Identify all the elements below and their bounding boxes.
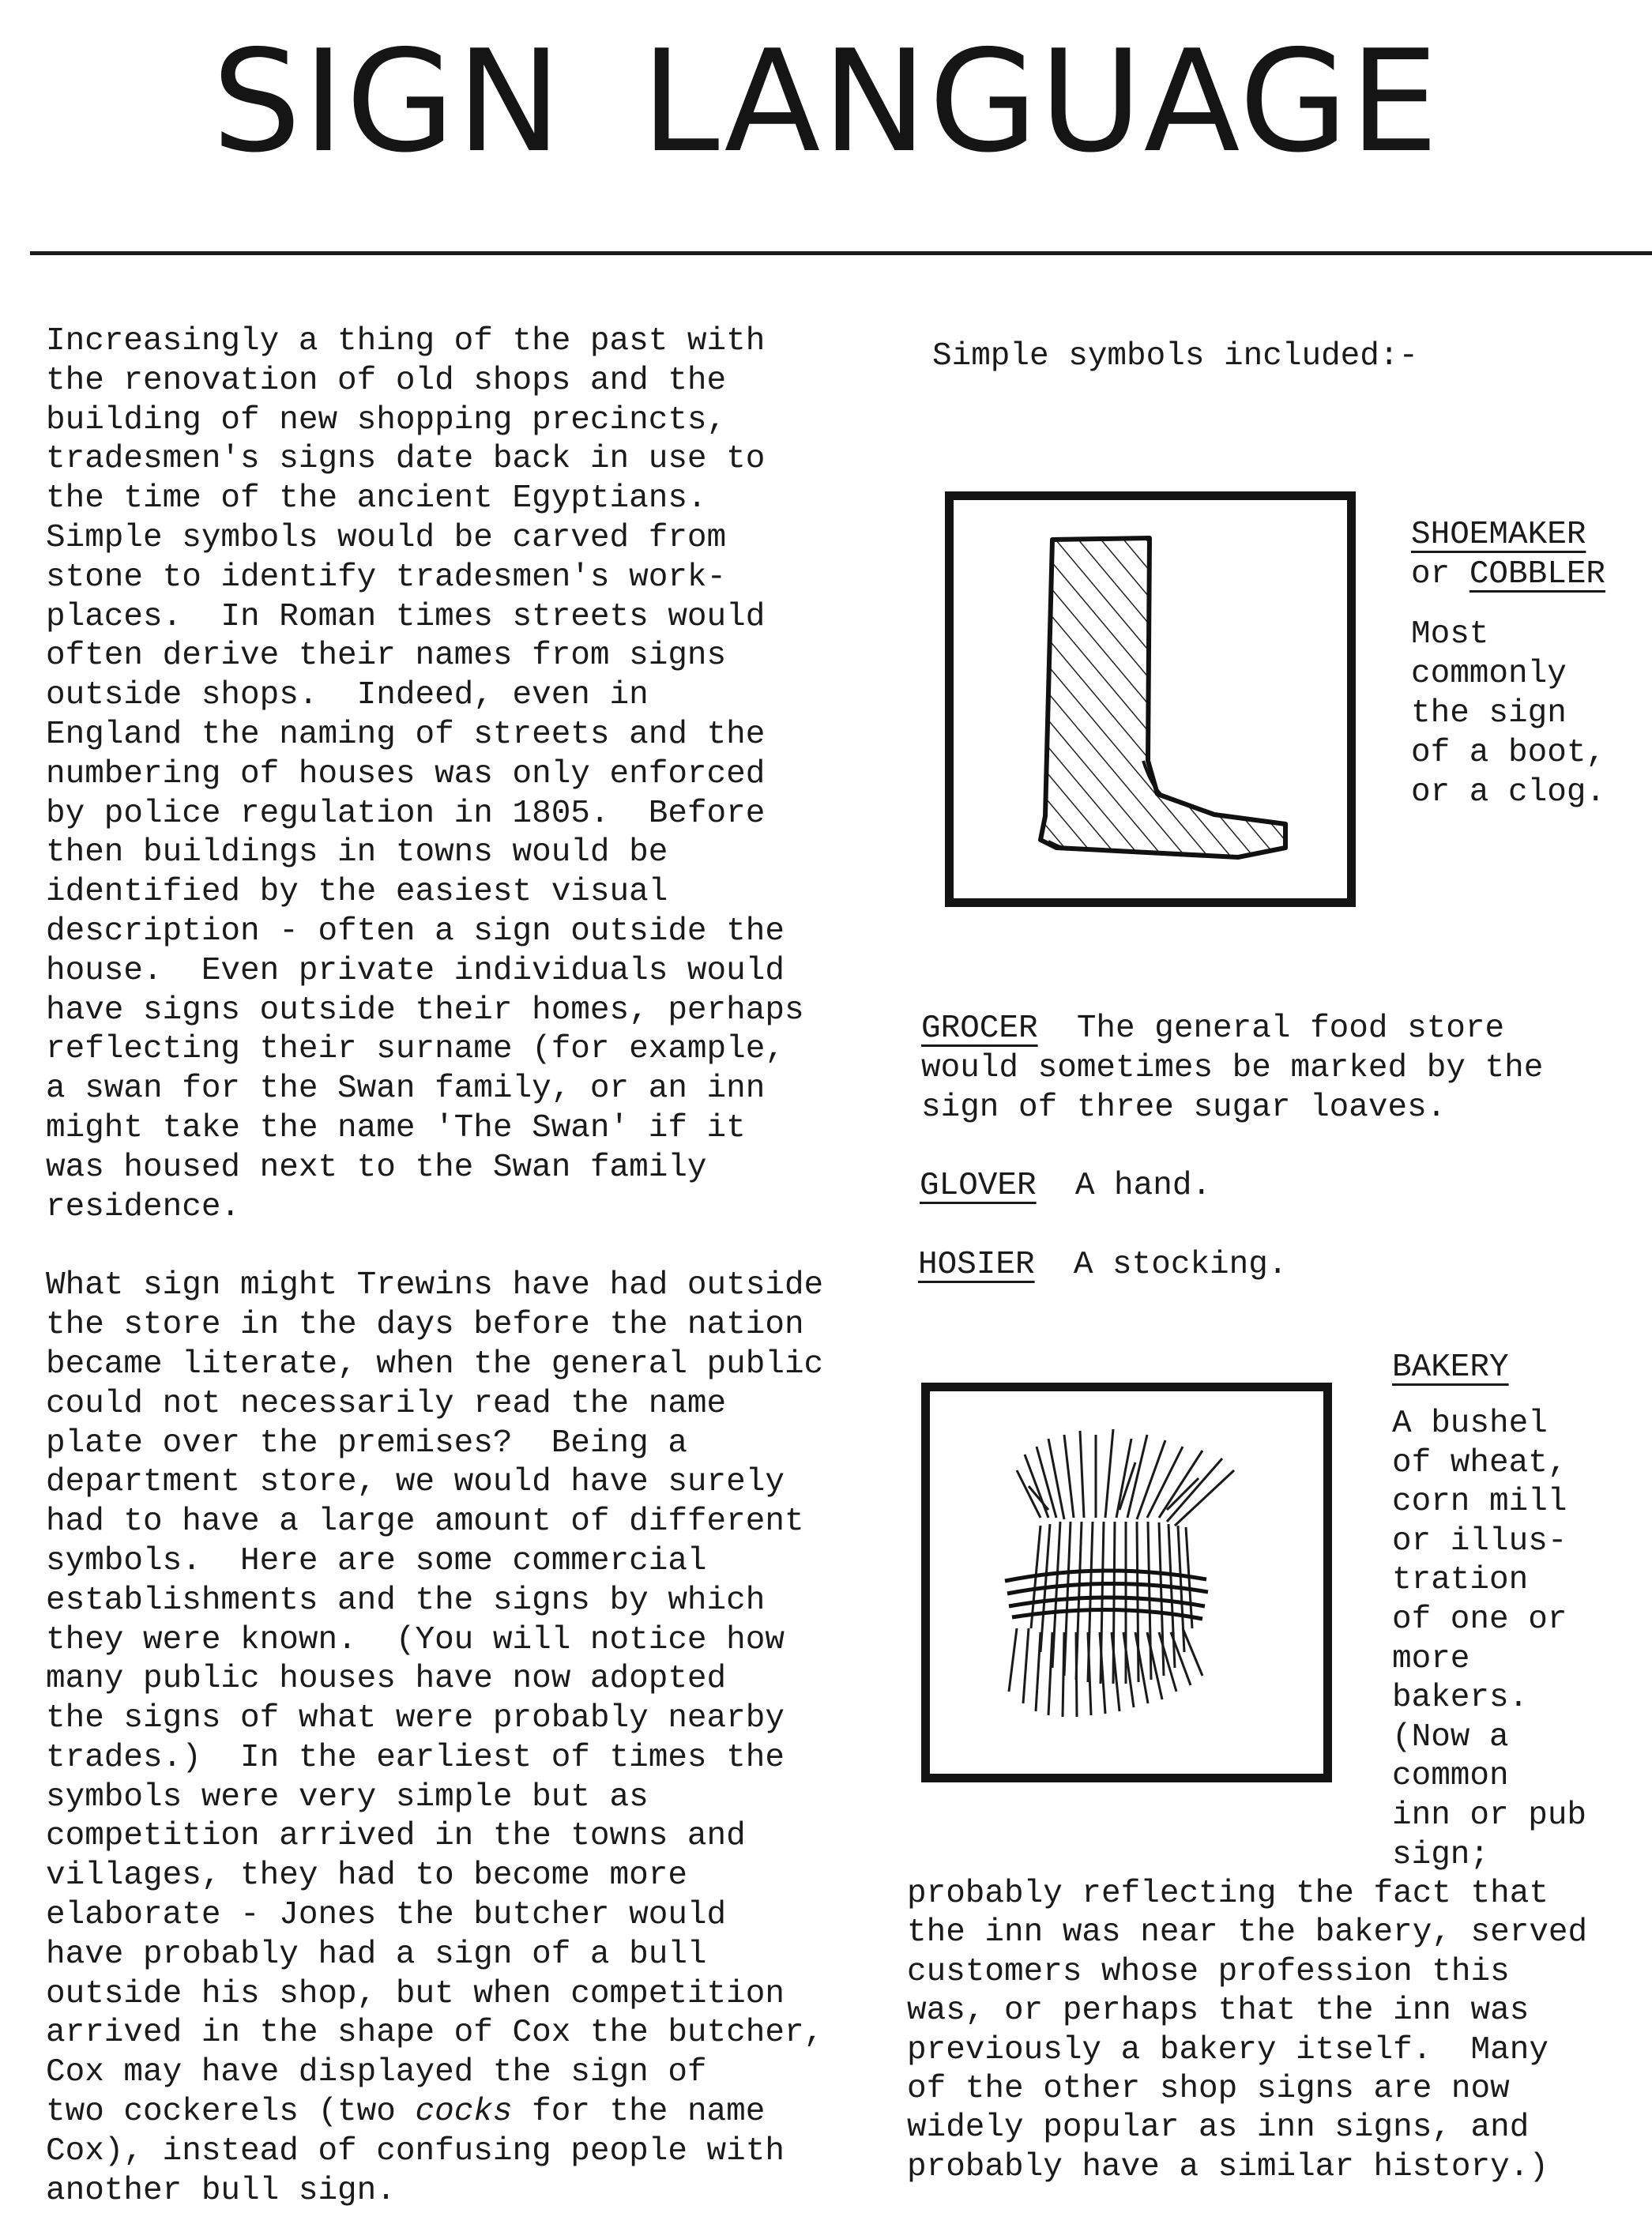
text-line: stone to identify tradesmen's work- <box>46 559 727 596</box>
text-line: more <box>1392 1640 1470 1677</box>
text-line: of wheat, <box>1392 1444 1567 1481</box>
left-column <box>46 322 875 2211</box>
bakery-continuation <box>907 1875 1587 2187</box>
text-line: became literate, when the general public <box>46 1345 824 1383</box>
text-line: Most <box>1411 616 1489 653</box>
symbols-intro: Simple symbols included:- <box>932 338 1419 374</box>
bakery-description <box>1392 1405 1586 1875</box>
text-line: What sign might Trewins have had outside <box>46 1267 824 1304</box>
hosier-line: HOSIER A stocking. <box>918 1247 1288 1283</box>
cockerels-line: two cockerels (two cocks for the name <box>46 2094 766 2131</box>
text-line: sign of three sugar loaves. <box>921 1090 1447 1126</box>
text-line: Cox), instead of confusing people with <box>46 2132 785 2170</box>
text-line: symbols were very simple but as <box>46 1778 649 1816</box>
text-line: outside shops. Indeed, even in <box>46 677 649 714</box>
text-line: sign; <box>1392 1836 1490 1873</box>
text-line: Increasingly a thing of the past with <box>46 323 766 359</box>
text-line: have probably had a sign of a bull <box>46 1936 707 1973</box>
text-line: was housed next to the Swan family <box>46 1149 707 1186</box>
text-line: the renovation of old shops and the <box>46 362 727 399</box>
cobbler-heading-line: or COBBLER <box>1411 556 1606 593</box>
shoemaker-heading: SHOEMAKER <box>1411 517 1586 553</box>
text-line: the store in the days before the nation <box>46 1307 804 1344</box>
text-line: the signs of what were probably nearby <box>46 1700 785 1737</box>
glover-heading: GLOVER <box>920 1168 1037 1204</box>
text-line: probably reflecting the fact that <box>907 1876 1549 1912</box>
text-line: elaborate - Jones the butcher would <box>46 1897 727 1934</box>
text-line: by police regulation in 1805. Before <box>46 795 766 832</box>
shoemaker-description <box>1411 615 1605 812</box>
text-line: customers whose profession this <box>907 1953 1510 1990</box>
text-line: establishments and the signs by which <box>46 1582 766 1619</box>
text-line: was, or perhaps that the inn was <box>907 1993 1530 2030</box>
text-line: arrived in the shape of Cox the butcher, <box>46 2015 824 2052</box>
text-line: A bushel <box>1392 1406 1548 1442</box>
cocks-emphasis: cocks <box>415 2094 513 2131</box>
text-line: residence. <box>46 1188 241 1225</box>
text-line: identified by the easiest visual <box>46 874 668 911</box>
text-line: (Now a <box>1392 1718 1509 1756</box>
text-line: often derive their names from signs <box>46 638 727 675</box>
grocer-description <box>921 1048 1543 1127</box>
text-line: probably have a similar history.) <box>907 2148 1549 2185</box>
grocer-heading: GROCER <box>921 1011 1038 1047</box>
text-line: the time of the ancient Egyptians. <box>46 480 707 517</box>
text-line: description - often a sign outside the <box>46 913 785 950</box>
text-line: places. In Roman times streets would <box>46 598 766 635</box>
grocer-line: GROCER The general food store <box>921 1011 1505 1047</box>
text-line: inn or pub <box>1392 1797 1587 1834</box>
title-divider <box>30 251 1652 255</box>
text-line: would sometimes be marked by the <box>921 1050 1544 1086</box>
text-line: the inn was near the bakery, served <box>907 1914 1588 1951</box>
text-line: corn mill <box>1392 1484 1567 1521</box>
text-line: common <box>1392 1758 1509 1795</box>
page-title: SIGN LANGUAGE <box>212 20 1440 183</box>
boot-icon <box>954 500 1347 898</box>
text-line: building of new shopping precincts, <box>46 401 727 438</box>
text-line: plate over the premises? Being a <box>46 1424 687 1462</box>
text-line: trades.) In the earliest of times the <box>46 1739 785 1776</box>
hosier-heading: HOSIER <box>918 1247 1035 1283</box>
text-line: they were known. (You will notice how <box>46 1621 785 1658</box>
text-line: house. Even private individuals would <box>46 952 785 989</box>
text-line: competition arrived in the towns and <box>46 1818 746 1855</box>
text-line: Cox may have displayed the sign of <box>46 2054 707 2091</box>
wheat-sign-frame <box>921 1383 1332 1782</box>
text-line: reflecting their surname (for example, <box>46 1031 785 1068</box>
text-line: outside his shop, but when competition <box>46 1975 785 2012</box>
trewins-paragraph <box>46 1266 875 2093</box>
bakery-heading: BAKERY <box>1392 1349 1509 1386</box>
text-line: or a clog. <box>1411 774 1606 811</box>
text-line: then buildings in towns would be <box>46 834 668 871</box>
text-line: a swan for the Swan family, or an inn <box>46 1071 766 1108</box>
bakery-heading-line <box>1392 1348 1509 1387</box>
trewins-paragraph-end <box>46 2132 875 2211</box>
text-line: another bull sign. <box>46 2172 396 2209</box>
text-line: symbols. Here are some commercial <box>46 1542 707 1579</box>
boot-sign-frame <box>945 491 1356 907</box>
shoemaker-heading-line <box>1411 515 1586 555</box>
text-line: the sign <box>1411 695 1567 732</box>
text-line: department store, we would have surely <box>46 1464 785 1501</box>
text-line: widely popular as inn signs, and <box>907 2109 1530 2147</box>
text-line: of a boot, <box>1411 735 1606 771</box>
text-line: many public houses have now adopted <box>46 1661 727 1698</box>
text-line: Simple symbols would be carved from <box>46 519 727 556</box>
cobbler-heading: COBBLER <box>1469 556 1606 593</box>
text-line: bakers. <box>1392 1680 1529 1717</box>
wheat-bushel-icon <box>930 1391 1323 1774</box>
text-line: had to have a large amount of different <box>46 1504 804 1541</box>
text-line: of the other shop signs are now <box>907 2071 1510 2108</box>
text-line: of one or <box>1392 1601 1567 1638</box>
text-line: England the naming of streets and the <box>46 716 766 753</box>
text-line: have signs outside their homes, perhaps <box>46 992 804 1029</box>
text-line: tradesmen's signs date back in use to <box>46 441 766 478</box>
text-line: numbering of houses was only enforced <box>46 755 766 792</box>
text-line: could not necessarily read the name <box>46 1385 727 1422</box>
text-line: might take the name 'The Swan' if it <box>46 1109 746 1146</box>
text-line: tration <box>1392 1562 1529 1599</box>
text-line: or illus- <box>1392 1522 1567 1560</box>
text-line: commonly <box>1411 656 1567 692</box>
glover-line: GLOVER A hand. <box>920 1168 1212 1204</box>
text-line: villages, they had to become more <box>46 1857 687 1895</box>
intro-paragraph <box>46 322 875 1227</box>
text-line: previously a bakery itself. Many <box>907 2031 1549 2068</box>
